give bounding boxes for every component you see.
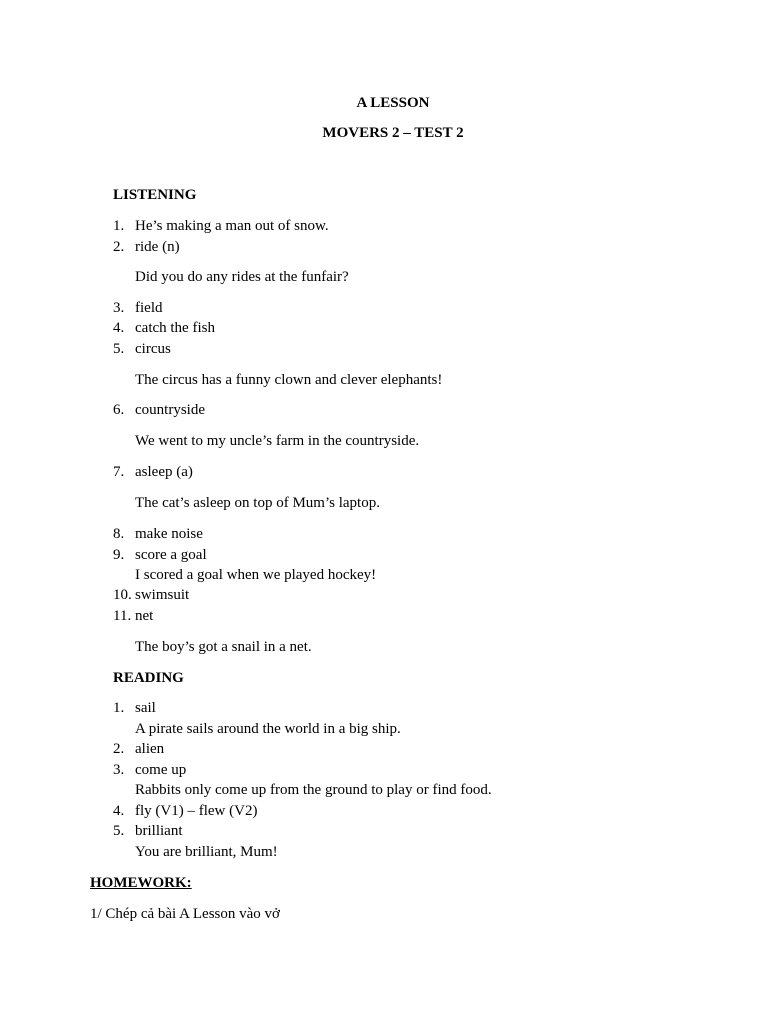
item-number: 11.: [113, 608, 132, 624]
item-text: make noise: [135, 526, 203, 542]
item-text: He’s making a man out of snow.: [135, 218, 329, 234]
item-number: 10.: [113, 587, 132, 603]
listening-example-6: We went to my uncle’s farm in the countryside.: [135, 433, 420, 449]
reading-example-3: Rabbits only come up from the ground to play or find food.: [135, 782, 492, 798]
item-text: sail: [135, 700, 156, 716]
listening-item-5: [113, 339, 171, 359]
reading-example-1: A pirate sails around the world in a big ship.: [135, 721, 401, 737]
item-number: 1.: [113, 218, 125, 234]
item-number: 2.: [113, 741, 125, 757]
item-text: fly (V1) – flew (V2): [135, 803, 258, 819]
reading-item-5: [113, 821, 183, 841]
item-number: 3.: [113, 762, 125, 778]
listening-heading: LISTENING: [113, 187, 197, 203]
listening-example-2: Did you do any rides at the funfair?: [135, 269, 349, 285]
homework-task: 1/ Chép cả bài A Lesson vào vở: [90, 906, 280, 922]
listening-item-11: [113, 606, 153, 626]
item-text: catch the fish: [135, 320, 215, 336]
item-text: swimsuit: [135, 587, 190, 603]
item-number: 5.: [113, 341, 125, 357]
listening-item-6: [113, 400, 205, 420]
item-number: 1.: [113, 700, 125, 716]
listening-item-4: [113, 318, 215, 338]
item-number: 5.: [113, 823, 125, 839]
item-number: 8.: [113, 526, 125, 542]
reading-item-1: [113, 698, 156, 718]
listening-item-9: [113, 545, 207, 565]
item-text: circus: [135, 341, 171, 357]
item-text: score a goal: [135, 547, 207, 563]
document-title: A LESSON: [356, 95, 430, 111]
listening-item-7: [113, 462, 193, 482]
listening-item-2: [113, 237, 180, 257]
item-number: 6.: [113, 402, 125, 418]
item-number: 2.: [113, 239, 125, 255]
reading-example-5: You are brilliant, Mum!: [135, 844, 278, 860]
item-number: 4.: [113, 803, 125, 819]
listening-example-11: The boy’s got a snail in a net.: [135, 639, 312, 655]
listening-example-9: I scored a goal when we played hockey!: [135, 567, 377, 583]
listening-item-10: [113, 585, 189, 605]
reading-item-2: [113, 739, 164, 759]
item-text: come up: [135, 762, 187, 778]
reading-item-4: [113, 801, 257, 821]
reading-heading: READING: [113, 670, 184, 686]
item-text: asleep (a): [135, 464, 193, 480]
item-number: 7.: [113, 464, 125, 480]
item-number: 4.: [113, 320, 125, 336]
item-text: countryside: [135, 402, 205, 418]
item-number: 3.: [113, 300, 125, 316]
listening-item-3: [113, 298, 163, 318]
homework-heading: HOMEWORK:: [90, 875, 192, 891]
item-text: net: [135, 608, 154, 624]
item-text: field: [135, 300, 163, 316]
reading-item-3: [113, 760, 186, 780]
listening-item-8: [113, 524, 203, 544]
item-text: ride (n): [135, 239, 180, 255]
listening-example-5: The circus has a funny clown and clever elephants!: [135, 372, 443, 388]
item-text: brilliant: [135, 823, 183, 839]
document-subtitle: MOVERS 2 – TEST 2: [322, 125, 464, 141]
listening-item-1: [113, 216, 329, 236]
item-text: alien: [135, 741, 165, 757]
listening-example-7: The cat’s asleep on top of Mum’s laptop.: [135, 495, 380, 511]
item-number: 9.: [113, 547, 125, 563]
